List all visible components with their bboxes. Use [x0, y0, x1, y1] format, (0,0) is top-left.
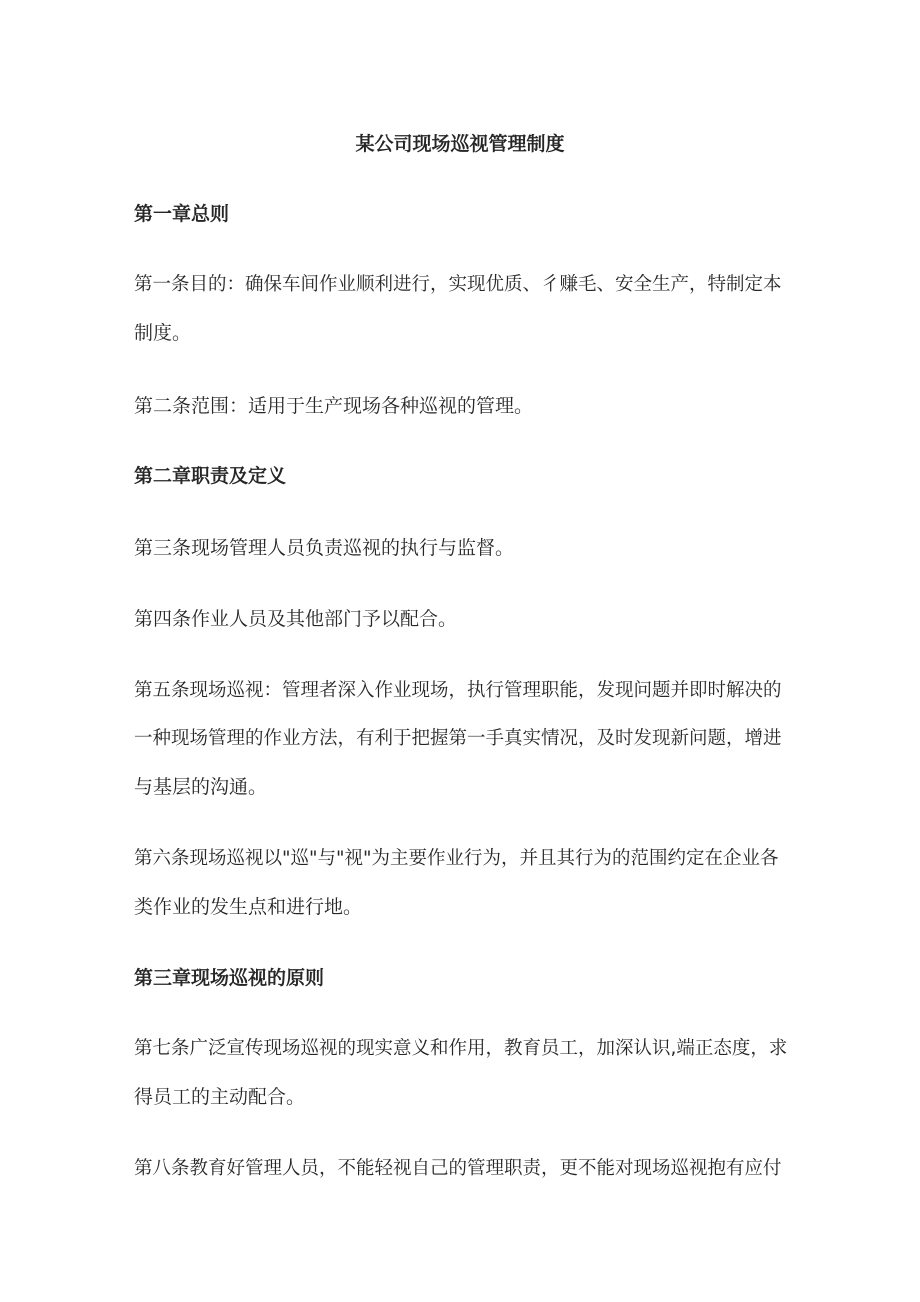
- chapter-heading: 第二章职责及定义: [134, 465, 287, 487]
- body-line: 第七条广泛宣传现场巡视的现实意义和作用，教育员工，加深认识,端正态度，求: [134, 1038, 788, 1059]
- body-line: 第二条范围：适用于生产现场各种巡视的管理。: [134, 395, 534, 417]
- body-line: 第一条目的：确保车间作业顺利进行，实现优质、彳赚毛、安全生产，特制定本: [134, 274, 782, 295]
- body-line: 第三条现场管理人员负责巡视的执行与监督。: [134, 537, 515, 559]
- document-title: 某公司现场巡视管理制度: [355, 133, 565, 155]
- body-line: 一种现场管理的作业方法，有利于把握第一手真实情况，及时发现新问题，增进: [134, 728, 782, 749]
- body-line: 制度。: [134, 322, 192, 344]
- body-line: 得员工的主动配合。: [134, 1086, 306, 1108]
- body-line: 第四条作业人员及其他部门予以配合。: [134, 608, 458, 630]
- body-line: 第八条教育好管理人员，不能轻视自己的管理职责，更不能对现场巡视抱有应付: [134, 1158, 782, 1179]
- chapter-heading: 第一章总则: [134, 203, 230, 225]
- body-line: 第五条现场巡视：管理者深入作业现场，执行管理职能，发现问题并即时解决的: [134, 680, 782, 701]
- body-line: 第六条现场巡视以"巡"与"视"为主要作业行为，并且其行为的范围约定在企业各: [134, 848, 779, 869]
- body-line: 与基层的沟通。: [134, 776, 268, 798]
- chapter-heading: 第三章现场巡视的原则: [134, 967, 325, 989]
- body-line: 类作业的发生点和进行地。: [134, 896, 363, 918]
